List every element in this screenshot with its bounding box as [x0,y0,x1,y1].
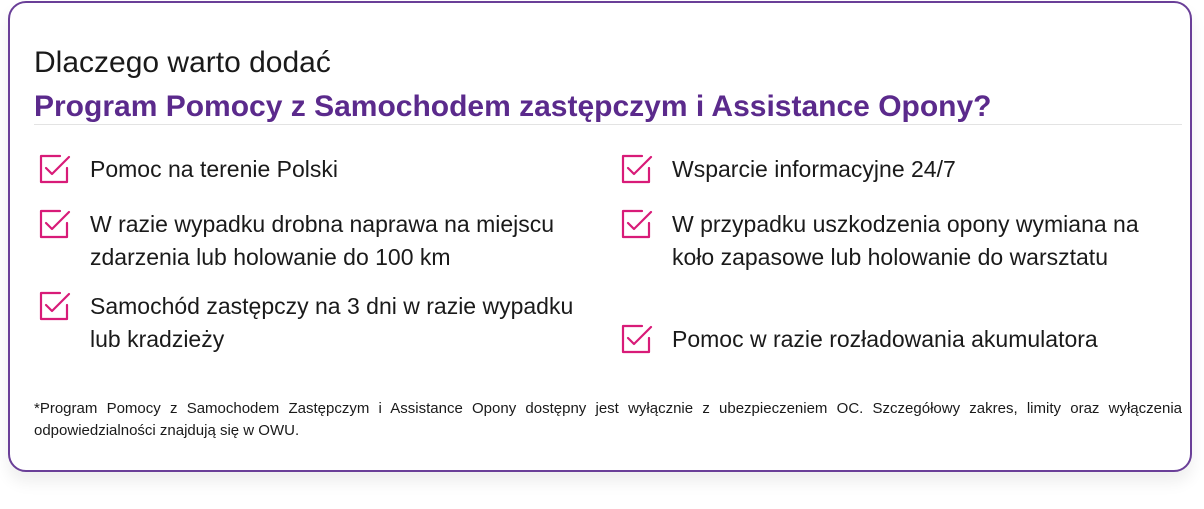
feature-text: Pomoc na terenie Polski [90,156,339,182]
feature-item [618,153,1172,187]
feature-item [618,208,1172,274]
checkbox-check-icon [36,288,72,324]
checkbox-check-icon [36,151,72,187]
feature-text: Pomoc w razie rozładowania akumulatora [672,326,1098,352]
feature-item [36,208,600,274]
feature-text: Wsparcie informacyjne 24/7 [672,156,956,182]
feature-text: W przypadku uszkodzenia opony wymiana na koło zapasowe lub holowanie do warsztatu [672,211,1139,270]
card-heading-intro: Dlaczego warto dodać [34,46,331,79]
feature-text: Samochód zastępczy na 3 dni w razie wypadku lub kradzieży [90,293,574,352]
footnote-disclaimer: *Program Pomocy z Samochodem Zastępczym i Assistance Opony dostępny jest wyłącznie z ubezpieczeniem OC. Szczegółowy zakres, limity oraz wyłączenia odpowiedzialności znajdują się w OWU. [34,400,1182,439]
checkbox-check-icon [618,321,654,357]
feature-text: W razie wypadku drobna naprawa na miejscu zdarzenia lub holowanie do 100 km [90,211,555,270]
checkbox-check-icon [36,206,72,242]
feature-item [36,153,600,187]
heading-divider [34,124,1182,125]
checkbox-check-icon [618,206,654,242]
checkbox-check-icon [618,151,654,187]
card-heading-program-name: Program Pomocy z Samochodem zastępczym i Assistance Opony? [34,90,992,123]
benefits-card [8,1,1192,472]
feature-item [36,290,600,356]
feature-item [618,323,1172,357]
